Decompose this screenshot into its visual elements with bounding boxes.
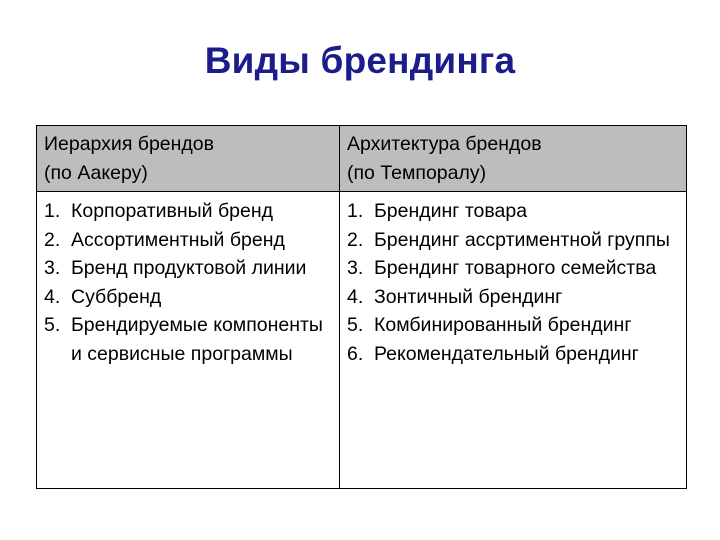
header-cell-architecture xyxy=(340,126,687,192)
hierarchy-list-cell xyxy=(37,192,340,489)
list-item xyxy=(347,340,684,369)
header-title: Архитектура брендов xyxy=(347,133,542,155)
item-number: 5. xyxy=(347,314,364,336)
list-item xyxy=(347,311,684,340)
item-text: Брендинг ассртиментной группы xyxy=(374,228,670,251)
header-subtitle: (по Аакеру) xyxy=(44,161,148,184)
item-text: Корпоративный бренд xyxy=(71,200,273,222)
list-item xyxy=(44,311,337,368)
item-number: 3. xyxy=(347,257,364,279)
list-item xyxy=(44,283,337,312)
item-text: Брендируемые компоненты и сервисные программы xyxy=(71,314,323,365)
item-number: 4. xyxy=(347,285,364,308)
table-header-row xyxy=(37,126,687,192)
item-text: Ассортиментный бренд xyxy=(71,228,285,251)
branding-types-table xyxy=(36,125,687,489)
list-item xyxy=(44,226,337,255)
item-text: Бренд продуктовой линии xyxy=(71,257,307,279)
item-number: 4. xyxy=(44,285,61,308)
item-text: Брендинг товарного семейства xyxy=(374,257,657,279)
header-subtitle: (по Темпоралу) xyxy=(347,161,487,184)
list-item xyxy=(347,254,684,283)
list-item xyxy=(347,197,684,226)
header-title: Иерархия брендов xyxy=(44,133,215,155)
architecture-list xyxy=(347,197,684,368)
list-item xyxy=(44,197,337,226)
list-item xyxy=(44,254,337,283)
item-number: 6. xyxy=(347,342,364,365)
item-text: Брендинг товара xyxy=(374,200,528,222)
item-number: 2. xyxy=(44,228,61,251)
item-number: 1. xyxy=(347,200,364,222)
hierarchy-list xyxy=(44,197,337,368)
page-title: Виды брендинга xyxy=(204,40,516,81)
item-number: 5. xyxy=(44,314,61,336)
item-number: 2. xyxy=(347,228,364,251)
list-item xyxy=(347,283,684,312)
table-body-row xyxy=(37,192,687,489)
architecture-list-cell xyxy=(340,192,687,489)
item-number: 3. xyxy=(44,257,61,279)
list-item xyxy=(347,226,684,255)
item-text: Рекомендательный брендинг xyxy=(374,342,639,365)
item-text: Зонтичный брендинг xyxy=(374,285,563,308)
item-text: Суббренд xyxy=(71,285,162,308)
item-text: Комбинированный брендинг xyxy=(374,314,632,336)
header-cell-hierarchy xyxy=(37,126,340,192)
item-number: 1. xyxy=(44,200,61,222)
